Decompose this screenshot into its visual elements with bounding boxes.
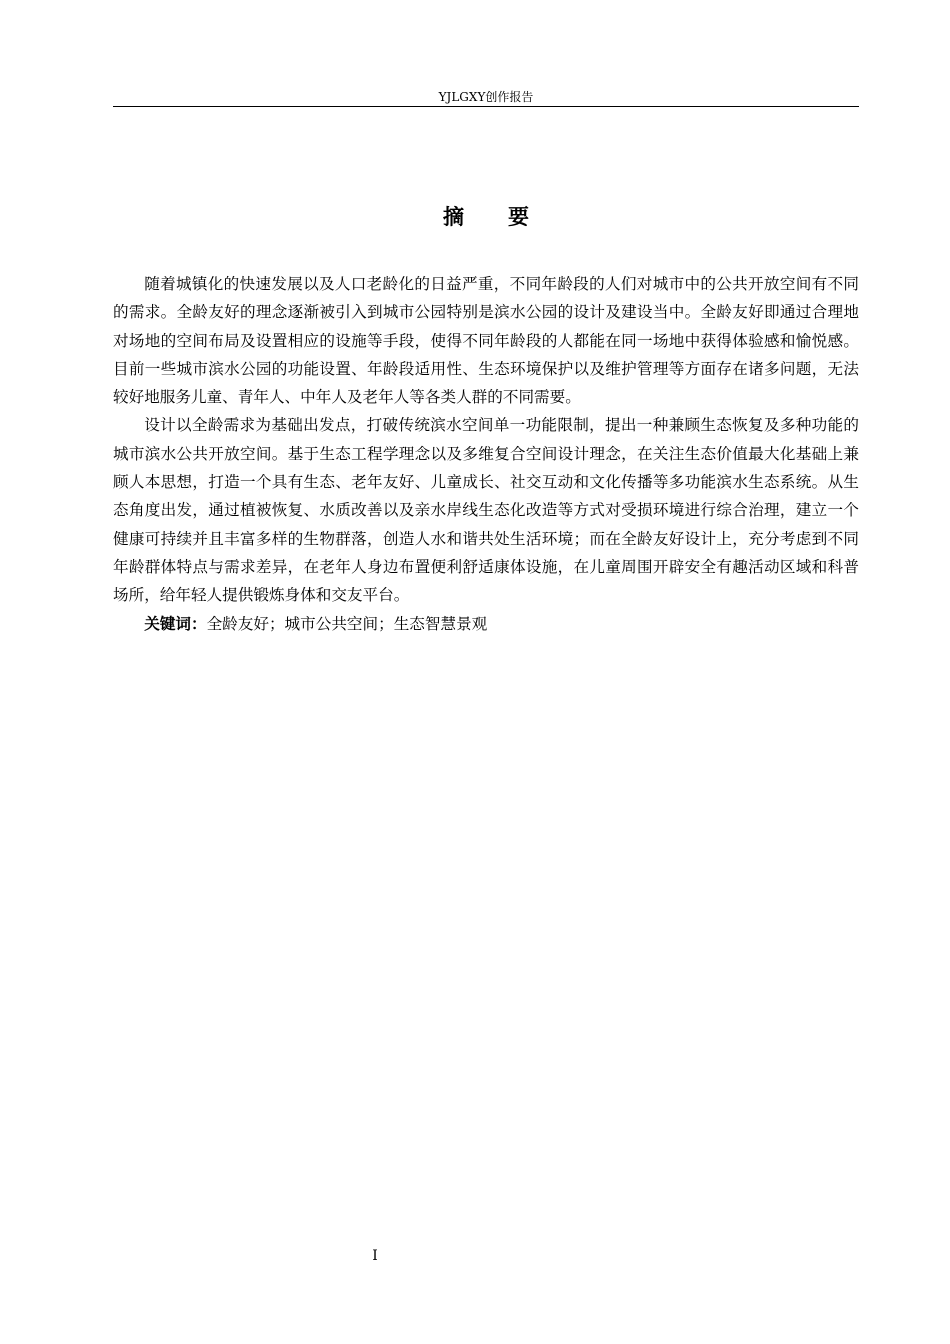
keywords-line [113,610,859,638]
header-text: YJLGXY创作报告 [438,90,534,104]
abstract-paragraph-1: 随着城镇化的快速发展以及人口老龄化的日益严重，不同年龄段的人们对城市中的公共开放空间有不同的需求。全龄友好的理念逐渐被引入到城市公园特别是滨水公园的设计及建设当中。全龄友好即通过合理地对场地的空间布局及设置相应的设施等手段，使得不同年龄段的人都能在同一场地中获得体验感和愉悦感。目前一些城市滨水公园的功能设置、年龄段适用性、生态环境保护以及维护管理等方面存在诸多问题，无法较好地服务儿童、青年人、中年人及老年人等各类人群的不同需要。 [113,275,859,407]
page-number: I [372,1248,378,1264]
abstract-title: 摘要 [443,205,573,229]
keywords-label: 关键词： [144,614,207,633]
keywords-text: 全龄友好；城市公共空间；生态智慧景观 [206,614,488,633]
abstract-paragraph-2: 设计以全龄需求为基础出发点，打破传统滨水空间单一功能限制，提出一种兼顾生态恢复及多种功能的城市滨水公共开放空间。基于生态工程学理念以及多维复合空间设计理念，在关注生态价值最大化基础上兼顾人本思想，打造一个具有生态、老年友好、儿童成长、社交互动和文化传播等多功能滨水生态系统。从生态角度出发，通过植被恢复、水质改善以及亲水岸线生态化改造等方式对受损环境进行综合治理，建立一个健康可持续并且丰富多样的生物群落，创造人水和谐共处生活环境；而在全龄友好设计上，充分考虑到不同年龄群体特点与需求差异，在老年人身边布置便利舒适康体设施，在儿童周围开辟安全有趣活动区域和科普场所，给年轻人提供锻炼身体和交友平台。 [113,416,859,605]
page-header [113,88,859,107]
abstract-body [113,270,859,638]
